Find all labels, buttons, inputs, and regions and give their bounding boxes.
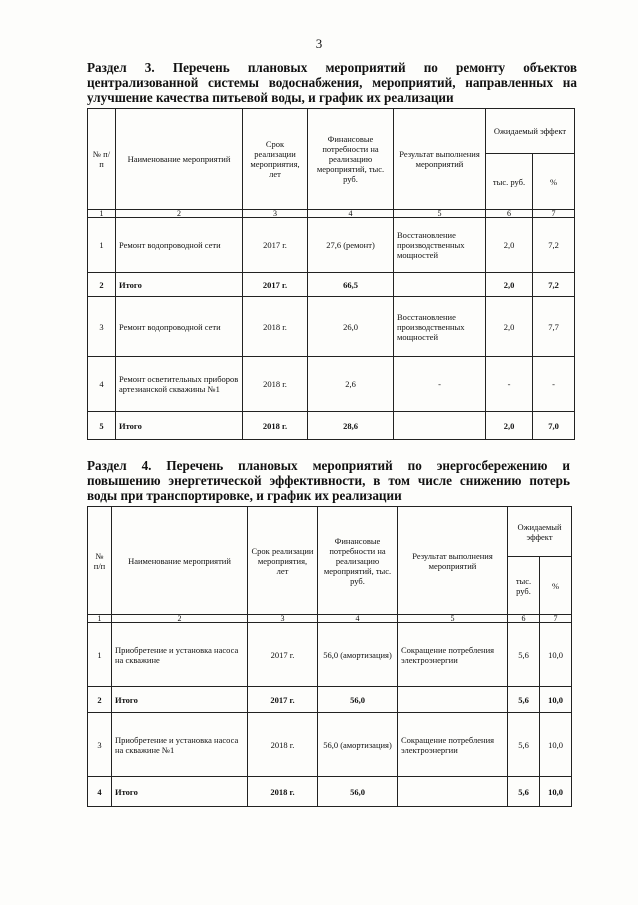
table-row	[88, 623, 572, 687]
header-result: Результат выполнения мероприятий	[398, 507, 508, 615]
header-num: № п/п	[88, 507, 112, 615]
row-finance: 28,6	[308, 412, 394, 440]
row-term: 2017 г.	[248, 687, 318, 713]
row-effect-pct: 10,0	[540, 777, 572, 807]
header-finance: Финансовые потребности на реализацию мероприятий, тыс. руб.	[308, 109, 394, 210]
header-effect-rub: тыс. руб.	[486, 154, 533, 210]
section-3-title	[87, 60, 577, 105]
row-effect-pct: 7,0	[533, 412, 575, 440]
row-num: 2	[88, 273, 116, 297]
row-term: 2017 г.	[248, 623, 318, 687]
col-number: 4	[318, 615, 398, 623]
row-finance: 2,6	[308, 357, 394, 412]
row-effect-rub: 5,6	[508, 687, 540, 713]
row-num: 4	[88, 357, 116, 412]
row-effect-rub: 2,0	[486, 412, 533, 440]
row-effect-rub: -	[486, 357, 533, 412]
row-effect-rub: 5,6	[508, 623, 540, 687]
row-effect-rub: 2,0	[486, 218, 533, 273]
row-effect-rub: 5,6	[508, 777, 540, 807]
row-term: 2018 г.	[243, 297, 308, 357]
row-result	[394, 273, 486, 297]
row-effect-pct: -	[533, 357, 575, 412]
header-finance: Финансовые потребности на реализацию мероприятий, тыс. руб.	[318, 507, 398, 615]
col-number: 3	[243, 210, 308, 218]
row-term: 2017 г.	[243, 273, 308, 297]
row-finance: 56,0	[318, 777, 398, 807]
col-number: 7	[540, 615, 572, 623]
col-number: 1	[88, 210, 116, 218]
table-row-total	[88, 412, 575, 440]
row-result: Восстановление производственных мощностей	[394, 297, 486, 357]
row-effect-pct: 7,2	[533, 218, 575, 273]
page-number: 3	[315, 36, 323, 51]
header-name: Наименование мероприятий	[116, 109, 243, 210]
row-num: 1	[88, 623, 112, 687]
section-4-title-line: воды при транспортировке, и график их реализации	[87, 488, 402, 503]
header-term: Срок реализации мероприятия, лет	[248, 507, 318, 615]
row-finance: 66,5	[308, 273, 394, 297]
row-num: 5	[88, 412, 116, 440]
row-name: Итого	[116, 273, 243, 297]
row-result	[394, 412, 486, 440]
row-effect-rub: 2,0	[486, 297, 533, 357]
header-effect: Ожидаемый эффект	[508, 507, 572, 557]
col-number: 2	[116, 210, 243, 218]
row-name: Ремонт осветительных приборов артезианской скважины №1	[116, 357, 243, 412]
row-name: Приобретение и установка насоса на скважине	[112, 623, 248, 687]
row-num: 3	[88, 297, 116, 357]
col-number: 5	[398, 615, 508, 623]
row-finance: 56,0	[318, 687, 398, 713]
row-finance: 56,0 (амортизация)	[318, 623, 398, 687]
section-3-title-line: централизованной системы водоснабжения, мероприятий, направленных на	[87, 75, 577, 90]
row-result: -	[394, 357, 486, 412]
row-result: Сокращение потребления электроэнергии	[398, 713, 508, 777]
row-name: Итого	[112, 687, 248, 713]
row-name: Ремонт водопроводной сети	[116, 218, 243, 273]
header-num: № п/п	[88, 109, 116, 210]
section-4-table	[87, 506, 572, 807]
row-effect-pct: 10,0	[540, 713, 572, 777]
header-term: Срок реализации мероприятия, лет	[243, 109, 308, 210]
row-term: 2017 г.	[243, 218, 308, 273]
col-number: 1	[88, 615, 112, 623]
col-number: 4	[308, 210, 394, 218]
table-row-total	[88, 687, 572, 713]
row-term: 2018 г.	[243, 412, 308, 440]
table-row-total	[88, 273, 575, 297]
row-result: Сокращение потребления электроэнергии	[398, 623, 508, 687]
row-effect-rub: 5,6	[508, 713, 540, 777]
row-effect-pct: 10,0	[540, 687, 572, 713]
row-finance: 26,0	[308, 297, 394, 357]
col-number: 7	[533, 210, 575, 218]
row-name: Ремонт водопроводной сети	[116, 297, 243, 357]
table-row-total	[88, 777, 572, 807]
header-result: Результат выполнения мероприятий	[394, 109, 486, 210]
col-number: 5	[394, 210, 486, 218]
row-effect-rub: 2,0	[486, 273, 533, 297]
table-row	[88, 218, 575, 273]
row-effect-pct: 7,2	[533, 273, 575, 297]
table-row	[88, 357, 575, 412]
section-3-title-line: улучшение качества питьевой воды, и график их реализации	[87, 90, 454, 105]
row-name: Итого	[116, 412, 243, 440]
header-effect-pct: %	[540, 557, 572, 615]
row-term: 2018 г.	[248, 713, 318, 777]
row-term: 2018 г.	[243, 357, 308, 412]
section-3-table	[87, 108, 575, 440]
section-4-title-line: повышению энергетической эффективности, в том числе снижению потерь	[87, 473, 570, 488]
row-num: 1	[88, 218, 116, 273]
row-finance: 56,0 (амортизация)	[318, 713, 398, 777]
section-3-title-line: Раздел 3. Перечень плановых мероприятий по ремонту объектов	[87, 60, 577, 75]
header-effect: Ожидаемый эффект	[486, 109, 575, 154]
col-number: 6	[486, 210, 533, 218]
row-num: 4	[88, 777, 112, 807]
table-row	[88, 297, 575, 357]
header-effect-rub: тыс. руб.	[508, 557, 540, 615]
row-name: Итого	[112, 777, 248, 807]
table-row	[88, 713, 572, 777]
section-4-title	[87, 458, 570, 503]
row-effect-pct: 7,7	[533, 297, 575, 357]
header-effect-pct: %	[533, 154, 575, 210]
row-name: Приобретение и установка насоса на скважине №1	[112, 713, 248, 777]
col-number: 3	[248, 615, 318, 623]
row-effect-pct: 10,0	[540, 623, 572, 687]
header-name: Наименование мероприятий	[112, 507, 248, 615]
row-num: 2	[88, 687, 112, 713]
section-4-title-line: Раздел 4. Перечень плановых мероприятий по энергосбережению и	[87, 458, 570, 473]
col-number: 6	[508, 615, 540, 623]
row-term: 2018 г.	[248, 777, 318, 807]
col-number: 2	[112, 615, 248, 623]
row-finance: 27,6 (ремонт)	[308, 218, 394, 273]
row-result: Восстановление производственных мощностей	[394, 218, 486, 273]
row-result	[398, 687, 508, 713]
row-result	[398, 777, 508, 807]
row-num: 3	[88, 713, 112, 777]
